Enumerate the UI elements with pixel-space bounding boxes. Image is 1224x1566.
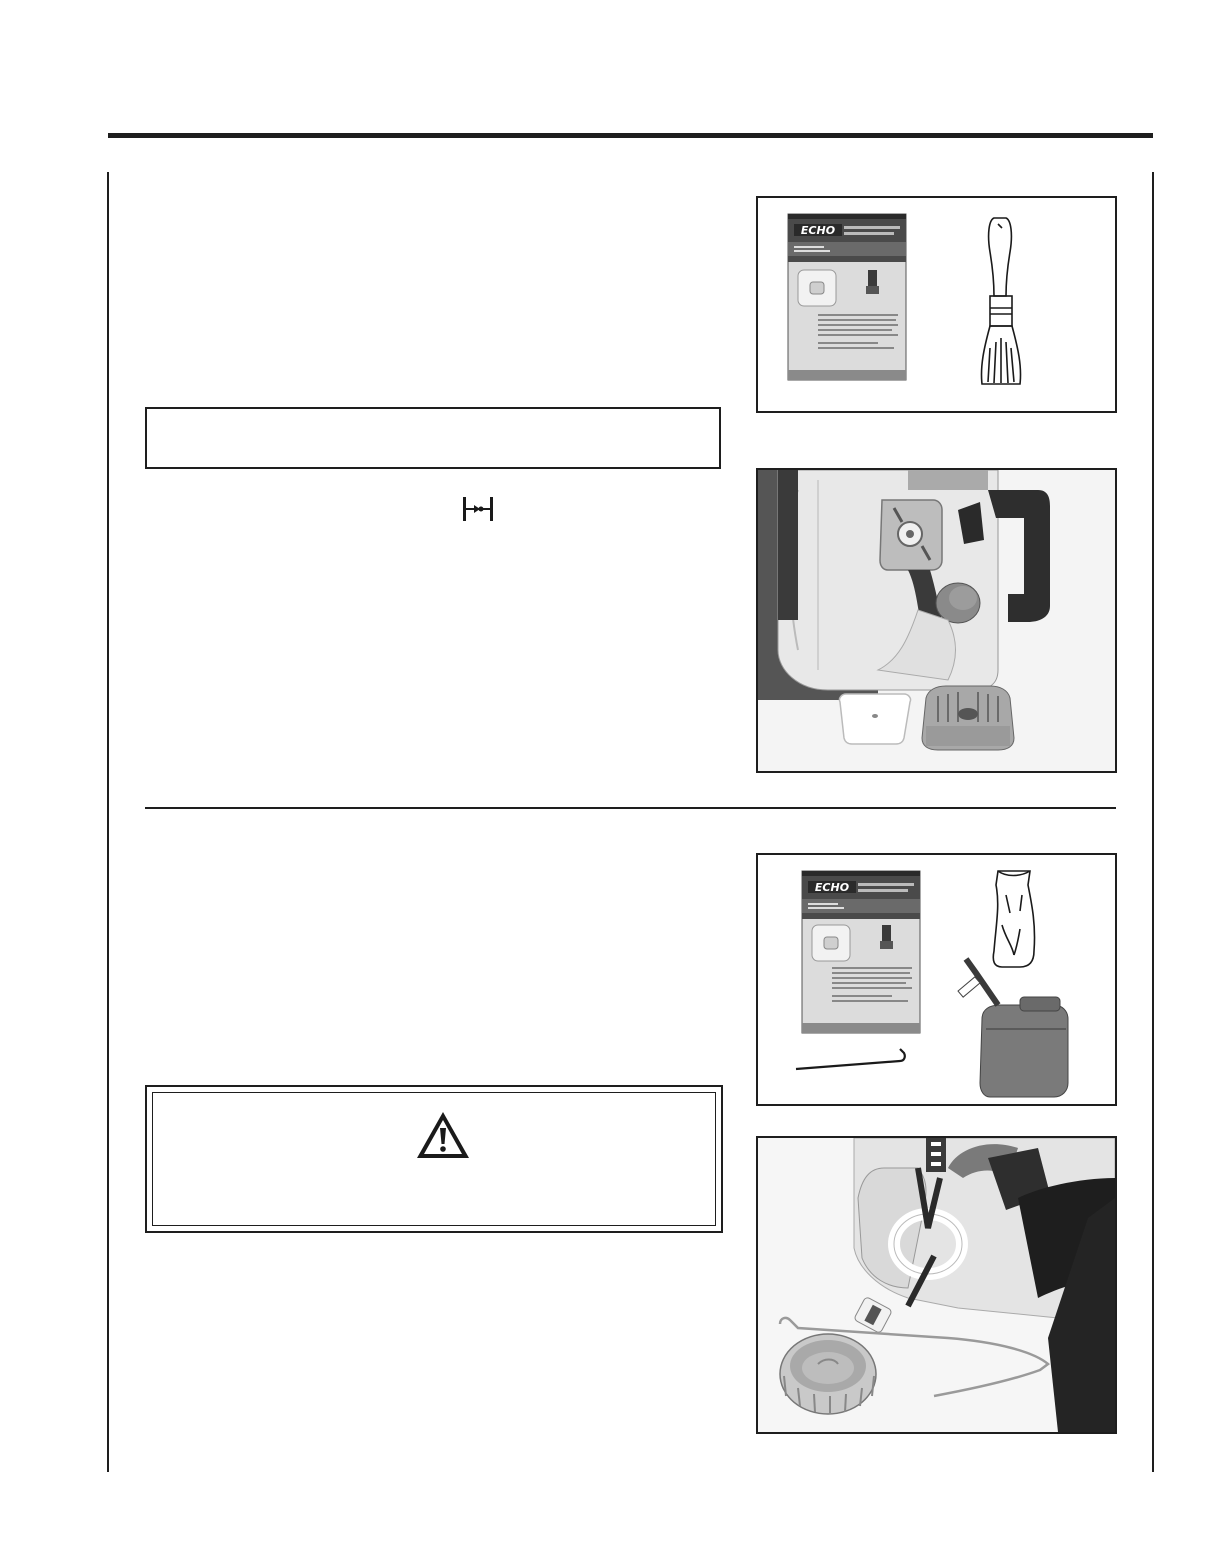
fuel-can-icon xyxy=(958,959,1068,1097)
header-rule xyxy=(108,133,1153,138)
section-divider xyxy=(145,807,1116,809)
figure-air-filter-removal xyxy=(756,468,1117,773)
echo-logo: ECHO xyxy=(814,881,850,894)
filter-kit-card xyxy=(802,871,920,1033)
air-filter-cover xyxy=(922,686,1014,750)
warning-triangle-icon xyxy=(415,1110,471,1160)
gap-gauge-icon xyxy=(461,496,495,522)
rag-icon xyxy=(993,871,1034,967)
right-margin-line xyxy=(1152,172,1154,1472)
figure-fuel-filter-tools xyxy=(756,853,1117,1106)
wire-hook-tool xyxy=(796,1049,905,1069)
note-box xyxy=(145,407,721,469)
echo-logo: ECHO xyxy=(800,224,836,237)
left-margin-line xyxy=(107,172,109,1472)
figure-filter-kit-and-brush xyxy=(756,196,1117,413)
filter-kit-card xyxy=(788,214,906,380)
air-filter-element xyxy=(839,694,910,744)
paint-brush-icon xyxy=(981,218,1020,384)
figure-fuel-filter-removal xyxy=(756,1136,1117,1434)
fuel-cap xyxy=(780,1334,876,1414)
